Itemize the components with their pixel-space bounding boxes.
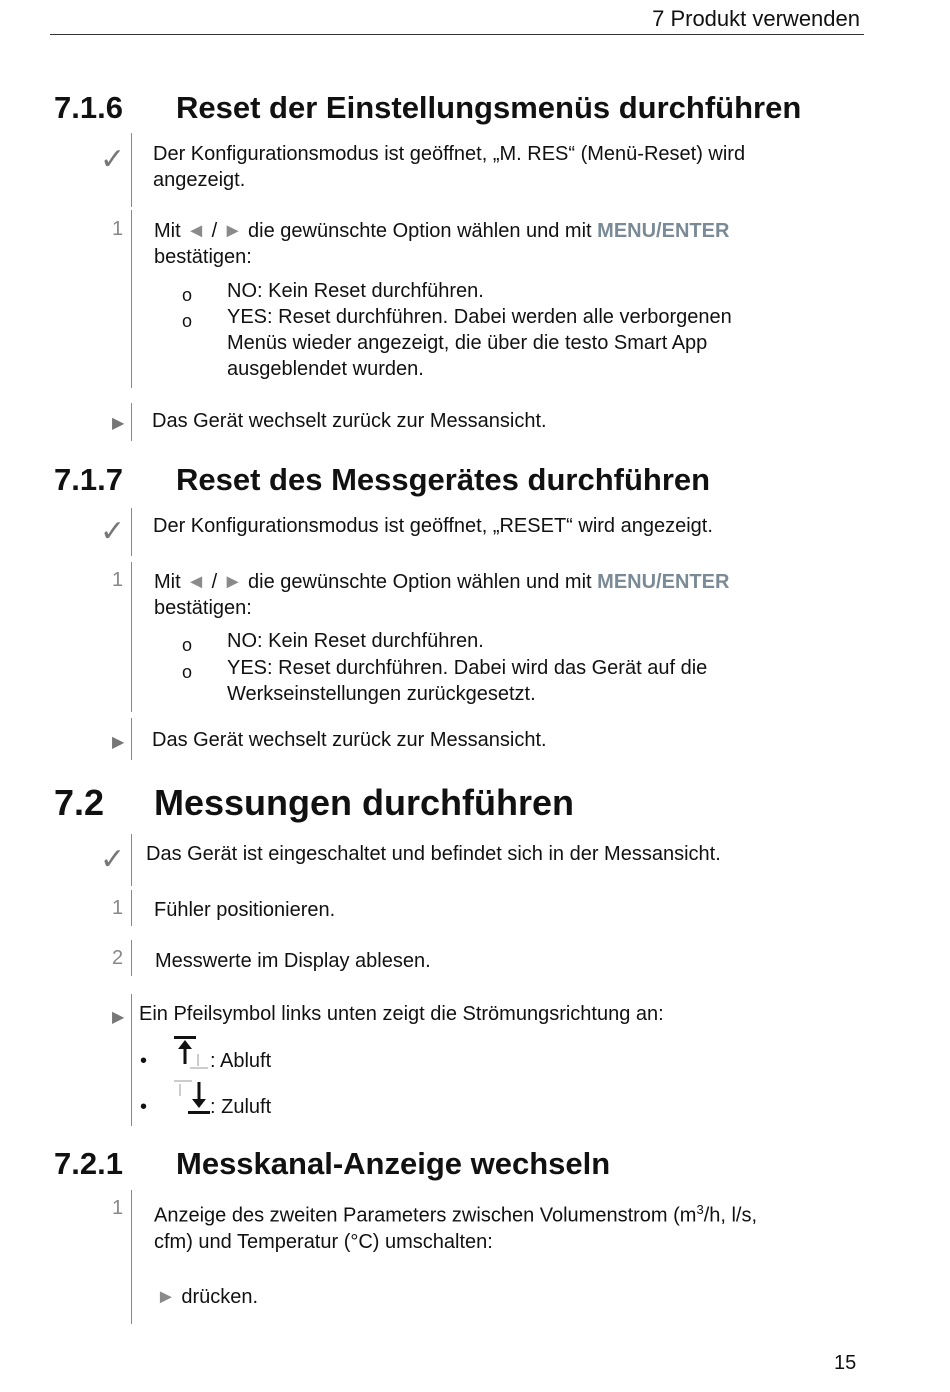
step-text: Messwerte im Display ablesen. bbox=[155, 950, 431, 972]
arrow-up-bar-icon bbox=[172, 1034, 210, 1074]
step-number: 2 bbox=[112, 947, 124, 969]
checkmark-icon: ✓ bbox=[100, 515, 126, 548]
step-number: 1 bbox=[112, 569, 124, 591]
result-triangle-icon: ▶ bbox=[112, 415, 125, 432]
result-text: Das Gerät wechselt zurück zur Messansicht. bbox=[152, 410, 547, 432]
precondition-line: Der Konfigurationsmodus ist geöffnet, „M. RES“ (Menü-Reset) wird bbox=[153, 143, 746, 165]
checkmark-icon: ✓ bbox=[100, 143, 126, 176]
step-number: 1 bbox=[112, 897, 124, 919]
bullet-o: o bbox=[182, 662, 193, 682]
divider-line bbox=[131, 133, 132, 207]
bullet-o: o bbox=[182, 311, 193, 331]
left-arrow-key-icon: ◄ bbox=[186, 220, 207, 242]
precondition-text bbox=[153, 141, 745, 193]
page-number: 15 bbox=[834, 1352, 857, 1374]
section-number-7-2-1: 7.2.1 bbox=[54, 1146, 123, 1181]
checkmark-icon: ✓ bbox=[100, 843, 126, 876]
page-header bbox=[50, 4, 864, 35]
item-supply: : Zuluft bbox=[210, 1096, 272, 1118]
step-number: 1 bbox=[112, 218, 124, 240]
menu-enter-key: MENU/ENTER bbox=[597, 571, 730, 593]
divider-line bbox=[131, 940, 132, 976]
divider-line bbox=[131, 994, 132, 1126]
section-number-7-1-6: 7.1.6 bbox=[54, 90, 123, 125]
chapter-title: 7 Produkt verwenden bbox=[652, 6, 860, 31]
step-text: Anzeige des zweiten Parameters zwischen Volumenstrom ($m^3/h$, l/s, cfm) und Temperatur (°C) umschalten: bbox=[154, 1202, 758, 1253]
bullet-o: o bbox=[182, 635, 193, 655]
step-text: Mit ◄ / ► die gewünschte Option wählen und mit MENU/ENTER bestätigen: bbox=[154, 220, 730, 268]
option-no: NO: Kein Reset durchführen. bbox=[227, 630, 484, 652]
result-text: Ein Pfeilsymbol links unten zeigt die Strömungsrichtung an: bbox=[139, 1003, 664, 1025]
divider-line bbox=[131, 508, 132, 556]
section-number-7-2: 7.2 bbox=[54, 782, 105, 823]
precondition-text: Das Gerät ist eingeschaltet und befindet sich in der Messansicht. bbox=[146, 843, 721, 865]
bullet-dot: • bbox=[140, 1050, 148, 1072]
result-text: Das Gerät wechselt zurück zur Messansicht. bbox=[152, 729, 547, 751]
divider-line bbox=[131, 1190, 132, 1324]
option-yes: YES: Reset durchführen. Dabei wird das Gerät auf die Werkseinstellungen zurückgesetzt. bbox=[227, 657, 708, 705]
section-title-7-2: Messungen durchführen bbox=[154, 782, 575, 823]
press-instruction: ► drücken. bbox=[156, 1286, 259, 1308]
bullet-o: o bbox=[182, 285, 193, 305]
right-arrow-key-icon: ► bbox=[156, 1286, 176, 1308]
divider-line bbox=[131, 718, 132, 760]
bullet-dot: • bbox=[140, 1096, 148, 1118]
divider-line bbox=[131, 834, 132, 886]
divider-line bbox=[131, 890, 132, 926]
right-arrow-key-icon: ► bbox=[222, 571, 243, 593]
divider-line bbox=[131, 562, 132, 712]
section-title-7-1-6: Reset der Einstellungsmenüs durchführen bbox=[176, 90, 802, 125]
option-no: NO: Kein Reset durchführen. bbox=[227, 280, 484, 302]
step-text: Mit ◄ / ► die gewünschte Option wählen und mit MENU/ENTER bestätigen: bbox=[154, 571, 730, 619]
option-yes: YES: Reset durchführen. Dabei werden alle verborgenen Menüs wieder angezeigt, die über die testo Smart App ausgeblendet wurden. bbox=[227, 306, 732, 380]
right-arrow-key-icon: ► bbox=[222, 220, 243, 242]
divider-line bbox=[131, 210, 132, 388]
result-triangle-icon: ▶ bbox=[112, 1009, 125, 1026]
precondition-line: angezeigt. bbox=[153, 169, 246, 191]
item-exhaust: : Abluft bbox=[210, 1050, 272, 1072]
step-text: Fühler positionieren. bbox=[154, 899, 336, 921]
precondition-text: Der Konfigurationsmodus ist geöffnet, „RESET“ wird angezeigt. bbox=[153, 515, 713, 537]
divider-line bbox=[131, 403, 132, 441]
menu-enter-key: MENU/ENTER bbox=[597, 220, 730, 242]
section-number-7-1-7: 7.1.7 bbox=[54, 462, 123, 497]
result-triangle-icon: ▶ bbox=[112, 734, 125, 751]
arrow-down-bar-icon bbox=[172, 1078, 210, 1118]
section-title-7-1-7: Reset des Messgerätes durchführen bbox=[176, 462, 711, 497]
step-number: 1 bbox=[112, 1197, 124, 1219]
section-title-7-2-1: Messkanal-Anzeige wechseln bbox=[176, 1146, 611, 1181]
left-arrow-key-icon: ◄ bbox=[186, 571, 207, 593]
